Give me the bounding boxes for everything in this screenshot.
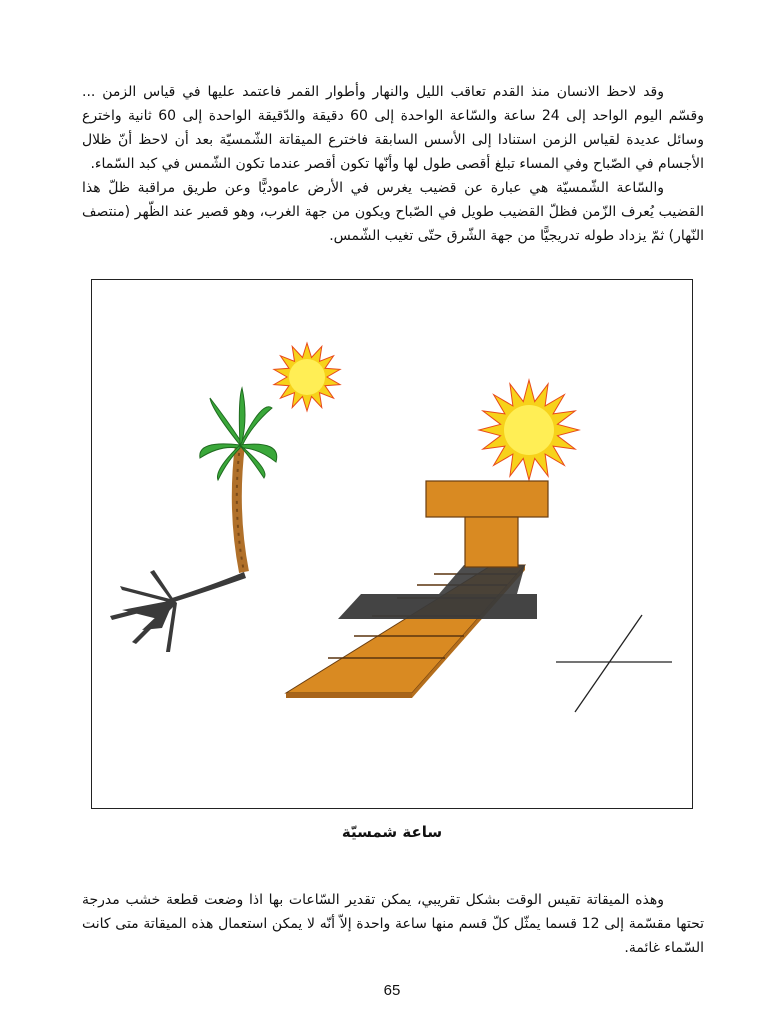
paragraph-1: وقد لاحظ الانسان منذ القدم تعاقب الليل والنهار وأطوار القمر فاعتمد عليها في قياس الزمن ... وقسّم اليوم الواحد إلى 24 ساعة والسّاعة الواحدة إلى 60 دقيقة والدّقيقة الواحدة إلى 60 ثانية واخترع وسائل عديدة لقياس الزمن استنادا إلى الأسس السابقة فاخترع الميقاتة الشّمسيّة بعد أن لاحظ أنّ ظلال الأجسام في الصّباح وفي المساء تبلغ أقصى طول لها وأنّها تكون أقصر عندما تكون الشّمس في كبد السّماء. (82, 84, 705, 172)
bottom-paragraph: وهذه الميقاتة تقيس الوقت بشكل تقريبي، يمكن تقدير السّاعات بها اذا وضعت قطعة خشب مدرجة تحتها مقسّمة إلى 12 قسما يمثّل كلّ قسم منها ساعة واحدة إلاّ أنّه لا يمكن استعمال هذه الميقاتة متى كانت السّماء غائمة. (82, 892, 704, 956)
large-sun-icon (479, 380, 579, 480)
paragraph-2: والسّاعة الشّمسيّة هي عبارة عن قضيب يغرس في الأرض عاموديًّا وعن طريق مراقبة ظلّ هذا القضيب يُعرف الزّمن فظلّ القضيب طويل في الصّباح ويكون من جهة الغرب، وهو قصير عند الظّهر (منتصف النّهار) ثمّ يزداد طوله تدريجيًّا من جهة الشّرق حتّى تغيب الشّمس. (82, 180, 704, 244)
gnomon-shadow-stem (439, 565, 525, 594)
palm-tree-icon (200, 388, 277, 572)
gnomon-rod (426, 481, 548, 567)
gnomon-shadow-shape (338, 594, 537, 619)
sundial-figure (91, 279, 693, 809)
small-sun-icon (274, 343, 340, 411)
page-number: 65 (383, 982, 401, 999)
palm-shadow-shape (110, 570, 246, 652)
figure-caption: ساعة شمسيّة (341, 823, 443, 841)
cross-lines-symbol (556, 615, 672, 712)
sundial-illustration (92, 280, 694, 810)
body-paragraphs (82, 80, 704, 248)
